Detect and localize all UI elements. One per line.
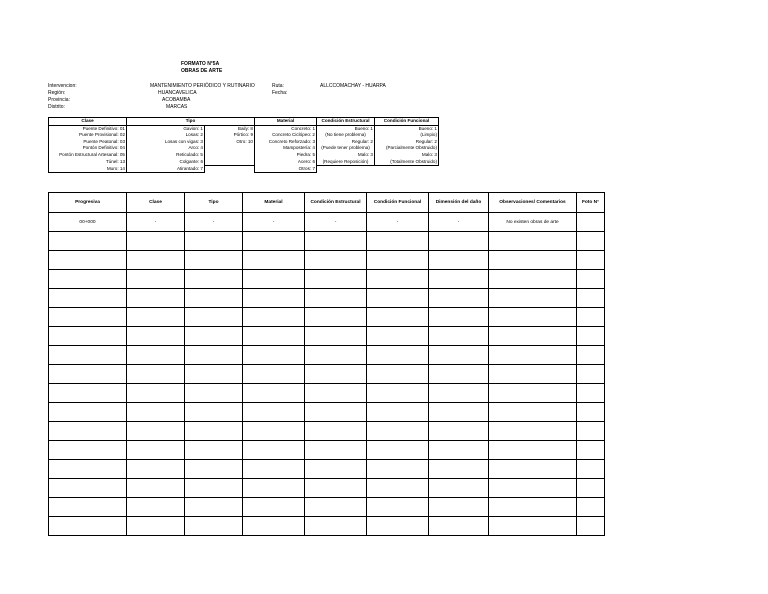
table-cell — [367, 327, 429, 346]
table-cell — [49, 460, 127, 479]
table-cell — [367, 232, 429, 251]
table-cell — [367, 460, 429, 479]
table-cell — [489, 251, 577, 270]
table-cell — [367, 289, 429, 308]
table-cell — [243, 289, 305, 308]
table-cell — [49, 289, 127, 308]
table-cell — [489, 422, 577, 441]
legend-material-item: Mampostería: 4 — [255, 145, 317, 152]
table-cell — [127, 270, 185, 289]
table-cell — [243, 441, 305, 460]
table-cell — [367, 308, 429, 327]
table-cell — [243, 479, 305, 498]
table-cell — [127, 346, 185, 365]
table-cell — [489, 441, 577, 460]
table-row — [49, 289, 605, 308]
col-condicion-funcional: Condición Funcional — [367, 193, 429, 213]
legend-clase-item: Pontón Estructural Artesanal: 05 — [49, 152, 127, 159]
table-cell — [577, 327, 605, 346]
table-cell — [577, 289, 605, 308]
cell-tipo: - — [185, 213, 243, 232]
table-cell — [577, 422, 605, 441]
legend-clase-item: Puente Peatonal: 03 — [49, 139, 127, 146]
table-cell — [429, 460, 489, 479]
legend-material-item: Concreto Ciclópeo: 2 — [255, 132, 317, 139]
table-row — [49, 213, 605, 232]
table-cell — [185, 289, 243, 308]
cell-foto — [577, 213, 605, 232]
table-cell — [49, 479, 127, 498]
legend-tipo-item: Pórtico: 9 — [205, 132, 255, 139]
table-cell — [185, 346, 243, 365]
table-cell — [367, 479, 429, 498]
form-subtitle: OBRAS DE ARTE — [181, 68, 223, 74]
legend-funcional-item: Regular: 2 — [375, 139, 439, 146]
table-cell — [127, 517, 185, 536]
table-cell — [489, 403, 577, 422]
legend-funcional-item: Malo: 3 — [375, 152, 439, 159]
table-cell — [185, 308, 243, 327]
table-cell — [305, 422, 367, 441]
table-cell — [577, 403, 605, 422]
table-cell — [243, 365, 305, 384]
legend-estructural-item: Malo: 3 — [317, 152, 375, 159]
table-cell — [429, 327, 489, 346]
table-cell — [429, 422, 489, 441]
table-cell — [577, 232, 605, 251]
table-cell — [429, 498, 489, 517]
table-cell — [243, 517, 305, 536]
table-cell — [305, 517, 367, 536]
table-cell — [489, 498, 577, 517]
table-cell — [577, 517, 605, 536]
table-cell — [489, 308, 577, 327]
table-cell — [489, 479, 577, 498]
legend-funcional-item: Bueno: 1 — [375, 125, 439, 132]
legend-tipo-item: Losas: 2 — [127, 132, 205, 139]
table-row — [49, 270, 605, 289]
obras-table — [48, 192, 605, 536]
table-cell — [185, 479, 243, 498]
table-cell — [489, 327, 577, 346]
legend-header-tipo: Tipo — [127, 118, 255, 126]
table-cell — [577, 498, 605, 517]
cell-dimension: - — [429, 213, 489, 232]
provincia-label: Provincia: — [48, 97, 70, 103]
table-cell — [305, 479, 367, 498]
table-cell — [49, 251, 127, 270]
table-cell — [243, 460, 305, 479]
table-cell — [243, 422, 305, 441]
table-cell — [127, 251, 185, 270]
legend-estructural-item: Regular: 2 — [317, 139, 375, 146]
table-cell — [127, 498, 185, 517]
table-cell — [243, 232, 305, 251]
table-cell — [577, 346, 605, 365]
cell-observaciones: No existen obras de arte — [489, 213, 577, 232]
legend-header-material: Material — [255, 118, 317, 126]
table-row — [49, 346, 605, 365]
table-cell — [367, 251, 429, 270]
table-cell — [49, 403, 127, 422]
table-cell — [243, 498, 305, 517]
table-cell — [429, 346, 489, 365]
table-cell — [185, 327, 243, 346]
table-cell — [367, 403, 429, 422]
legend-estructural-item: (Requiere Reposición) — [317, 159, 375, 166]
table-cell — [49, 365, 127, 384]
intervencion-value: MANTENIMIENTO PERIÓDICO Y RUTINARIO — [150, 83, 255, 89]
table-cell — [429, 251, 489, 270]
table-cell — [577, 251, 605, 270]
table-cell — [429, 308, 489, 327]
table-cell — [429, 517, 489, 536]
col-progresiva: Progresiva — [49, 193, 127, 213]
table-cell — [489, 232, 577, 251]
col-dimension-dano: Dimensión del daño — [429, 193, 489, 213]
table-cell — [367, 441, 429, 460]
table-cell — [185, 270, 243, 289]
table-cell — [49, 517, 127, 536]
table-cell — [185, 460, 243, 479]
col-foto: Foto N° — [577, 193, 605, 213]
legend-clase-item: Pontón Definitivo: 04 — [49, 145, 127, 152]
table-cell — [305, 270, 367, 289]
table-cell — [49, 422, 127, 441]
col-material: Material — [243, 193, 305, 213]
table-cell — [185, 232, 243, 251]
legend-funcional-item: (Totalmente Obstruido) — [375, 159, 439, 166]
table-cell — [49, 498, 127, 517]
table-cell — [305, 327, 367, 346]
table-cell — [489, 365, 577, 384]
table-cell — [49, 346, 127, 365]
intervencion-label: Intervencion: — [48, 83, 77, 89]
table-cell — [429, 441, 489, 460]
table-cell — [243, 384, 305, 403]
legend-material-item: Otros: 7 — [255, 166, 317, 173]
table-cell — [127, 384, 185, 403]
table-cell — [185, 365, 243, 384]
table-cell — [367, 517, 429, 536]
table-cell — [185, 384, 243, 403]
cell-estructural: - — [305, 213, 367, 232]
table-cell — [243, 346, 305, 365]
table-cell — [185, 498, 243, 517]
table-cell — [577, 460, 605, 479]
table-cell — [127, 441, 185, 460]
table-cell — [429, 365, 489, 384]
ruta-value: ALLCCOMACHAY - HUARPA — [320, 83, 386, 89]
table-cell — [49, 232, 127, 251]
table-cell — [489, 460, 577, 479]
legend-tipo-item: Atirantado: 7 — [127, 166, 205, 173]
table-cell — [577, 479, 605, 498]
table-cell — [429, 479, 489, 498]
table-cell — [305, 346, 367, 365]
distrito-value: MARCAS — [166, 104, 188, 110]
table-row — [49, 460, 605, 479]
table-cell — [367, 384, 429, 403]
table-cell — [127, 365, 185, 384]
provincia-value: ACOBAMBA — [162, 97, 191, 103]
table-cell — [243, 308, 305, 327]
table-cell — [127, 308, 185, 327]
legend-funcional-item: (Parcialmente Obstruido) — [375, 145, 439, 152]
legend-clase-item: Puente Provisional: 02 — [49, 132, 127, 139]
table-cell — [367, 365, 429, 384]
table-cell — [127, 327, 185, 346]
legend-tipo-item: Arco: 4 — [127, 145, 205, 152]
table-cell — [367, 346, 429, 365]
table-cell — [429, 232, 489, 251]
table-row — [49, 422, 605, 441]
table-row — [49, 327, 605, 346]
legend-material-item: Acero: 6 — [255, 159, 317, 166]
table-row — [49, 384, 605, 403]
legend-estructural-item: Bueno: 1 — [317, 125, 375, 132]
table-row — [49, 441, 605, 460]
table-cell — [367, 422, 429, 441]
table-cell — [185, 441, 243, 460]
table-cell — [305, 251, 367, 270]
table-cell — [305, 403, 367, 422]
table-cell — [305, 232, 367, 251]
table-cell — [577, 308, 605, 327]
region-label: Región: — [48, 90, 66, 96]
cell-material: - — [243, 213, 305, 232]
table-cell — [305, 498, 367, 517]
table-row — [49, 308, 605, 327]
table-cell — [577, 270, 605, 289]
table-cell — [429, 270, 489, 289]
legend-tipo-item: Colgante: 6 — [127, 159, 205, 166]
table-row — [49, 251, 605, 270]
table-row — [49, 479, 605, 498]
table-cell — [305, 308, 367, 327]
legend-material-item: Concreto: 1 — [255, 125, 317, 132]
table-cell — [305, 365, 367, 384]
table-cell — [49, 270, 127, 289]
legend-clase-item: Muro: 14 — [49, 166, 127, 173]
table-cell — [305, 384, 367, 403]
table-cell — [127, 422, 185, 441]
table-cell — [305, 460, 367, 479]
legend-tipo-item: Reticulado: 5 — [127, 152, 205, 159]
col-clase: Clase — [127, 193, 185, 213]
table-cell — [127, 403, 185, 422]
legend-header-estructural: Condición Estructural — [317, 118, 375, 126]
table-cell — [127, 479, 185, 498]
col-condicion-estructural: Condición Estructural — [305, 193, 367, 213]
table-cell — [243, 327, 305, 346]
legend-clase-item: Puente Definitivo: 01 — [49, 125, 127, 132]
region-value: HUANCAVELICA — [158, 90, 197, 96]
table-cell — [489, 270, 577, 289]
table-cell — [367, 498, 429, 517]
table-cell — [429, 384, 489, 403]
cell-clase: - — [127, 213, 185, 232]
table-cell — [367, 270, 429, 289]
table-row — [49, 517, 605, 536]
legend-table — [48, 117, 439, 173]
table-cell — [577, 384, 605, 403]
legend-estructural-item: (No tiene problema) — [317, 132, 375, 139]
legend-tipo-item: Otro: 10 — [205, 139, 255, 146]
table-cell — [49, 308, 127, 327]
table-cell — [429, 289, 489, 308]
legend-funcional-item: (Limpio) — [375, 132, 439, 139]
legend-estructural-item: (Puede tener problema) — [317, 145, 375, 152]
table-cell — [489, 384, 577, 403]
legend-clase-item: Túnel: 13 — [49, 159, 127, 166]
table-cell — [185, 403, 243, 422]
legend-header-funcional: Condición Funcional — [375, 118, 439, 126]
form-title: FORMATO N°5A — [181, 61, 220, 67]
legend-header-clase: Clase — [49, 118, 127, 126]
table-cell — [185, 422, 243, 441]
legend-tipo-item: Losas con vigas: 3 — [127, 139, 205, 146]
legend-tipo-item: Gavion: 1 — [127, 125, 205, 132]
table-cell — [127, 289, 185, 308]
table-cell — [305, 441, 367, 460]
fecha-label: Fecha: — [272, 90, 288, 96]
table-cell — [127, 460, 185, 479]
table-cell — [185, 517, 243, 536]
table-row — [49, 365, 605, 384]
distrito-label: Distrito: — [48, 104, 65, 110]
legend-tipo-item: Baily: 8 — [205, 125, 255, 132]
table-row — [49, 232, 605, 251]
col-observaciones: Observaciones/ Comentarios — [489, 193, 577, 213]
table-row — [49, 403, 605, 422]
col-tipo: Tipo — [185, 193, 243, 213]
table-cell — [243, 251, 305, 270]
cell-progresiva: 00+000 — [49, 213, 127, 232]
table-cell — [243, 270, 305, 289]
legend-material-item: Piedra: 5 — [255, 152, 317, 159]
table-cell — [489, 346, 577, 365]
table-cell — [305, 289, 367, 308]
table-cell — [185, 251, 243, 270]
table-cell — [429, 403, 489, 422]
ruta-label: Ruta: — [272, 83, 284, 89]
table-cell — [49, 441, 127, 460]
table-cell — [577, 365, 605, 384]
table-cell — [577, 441, 605, 460]
table-cell — [49, 327, 127, 346]
legend-material-item: Concreto Reforzado: 3 — [255, 139, 317, 146]
table-cell — [489, 289, 577, 308]
table-cell — [243, 403, 305, 422]
table-row — [49, 498, 605, 517]
table-cell — [127, 232, 185, 251]
table-cell — [489, 517, 577, 536]
cell-funcional: - — [367, 213, 429, 232]
table-cell — [49, 384, 127, 403]
